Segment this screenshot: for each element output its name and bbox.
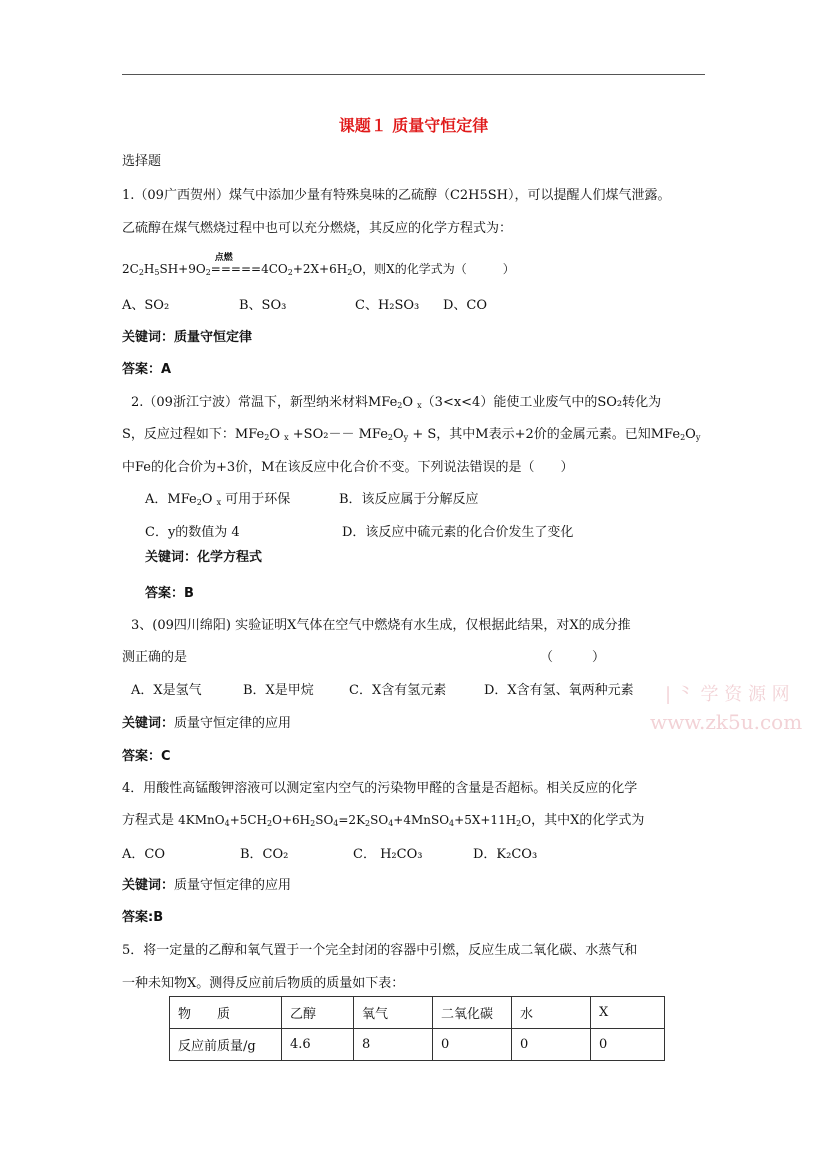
q4-answer: 答案:B — [122, 910, 164, 925]
table-header-cell: 二氧化碳 — [433, 997, 512, 1029]
table-header-cell: 氧气 — [354, 997, 433, 1029]
q1-eq-tail: ，则X的化学式为（ ） — [362, 262, 515, 276]
q3-option-c: C．X含有氢元素 — [349, 683, 447, 698]
q3-keyword: 关键词：质量守恒定律的应用 — [122, 716, 292, 731]
table-header-cell: 水 — [512, 997, 591, 1029]
q1-equation: $2C_2H_5SH+9O_2$ 点燃 $=====4CO_2+2X+6H_2O$，则X的化学式为（ ） — [122, 260, 515, 277]
table-cell: 0 — [591, 1029, 665, 1061]
q4-option-a: A．CO — [122, 847, 165, 862]
q1-line-2: 乙硫醇在煤气燃烧过程中也可以充分燃烧，其反应的化学方程式为： — [122, 221, 513, 236]
header-rule — [122, 74, 705, 75]
q2-line-3: 中Fe的化合价为+3价，M在该反应中化合价不变。下列说法错误的是（ ） — [122, 460, 574, 475]
table-cell: 0 — [512, 1029, 591, 1061]
section-heading: 选择题 — [122, 154, 162, 169]
q2-option-c: C．y的数值为 4 — [145, 525, 240, 540]
q2-line-1: 2.（09浙江宁波）常温下，新型纳米材料MFe$_2$O $_x$（3<x<4）能使工业废气中的SO₂转化为 — [131, 395, 662, 410]
q4-keyword: 关键词：质量守恒定律的应用 — [122, 878, 292, 893]
table-cell: 反应前质量/g — [170, 1029, 282, 1061]
q3-line-2: 测正确的是 — [122, 650, 188, 665]
q5-line-2: 一种未知物X。测得反应前后物质的质量如下表： — [122, 976, 405, 991]
q3-option-a: A．X是氢气 — [131, 683, 202, 698]
q1-option-b: B、SO₃ — [239, 298, 287, 313]
q1-option-c: C、H₂SO₃ — [355, 298, 420, 313]
reaction-arrow: 点燃 ===== — [211, 262, 261, 276]
q2-option-b: B．该反应属于分解反应 — [339, 492, 479, 507]
q5-line-1: 5．将一定量的乙醇和氧气置于一个完全封闭的容器中引燃，反应生成二氧化碳、水蒸气和 — [122, 943, 638, 958]
q2-keyword: 关键词：化学方程式 — [145, 550, 263, 565]
q2-answer: 答案：B — [145, 586, 194, 601]
watermark-url: www.zk5u.com — [650, 710, 803, 734]
page-title: 课题１ 质量守恒定律 — [338, 116, 489, 135]
q4-line-2: 方程式是 $4KMnO_4+5CH_2O+6H_2SO_4=2K_2SO_4+4MnSO_4+5X+11H_2O$，其中X的化学式为 — [122, 813, 645, 828]
q4-option-c: C． H₂CO₃ — [353, 847, 423, 862]
q4-equation: $4KMnO_4+5CH_2O+6H_2SO_4=2K_2SO_4+4MnSO_4+5X+11H_2O$ — [178, 813, 532, 828]
q2-option-a: A．MFe$_2$O $_x$ 可用于环保 — [145, 492, 291, 507]
q1-keyword: 关键词：质量守恒定律 — [122, 330, 253, 345]
q4-option-d: D．K₂CO₃ — [473, 847, 538, 862]
table-header-row — [170, 997, 665, 1029]
q2-option-d: D．该反应中硫元素的化合价发生了变化 — [342, 525, 574, 540]
q4-line-1: 4．用酸性高锰酸钾溶液可以测定室内空气的污染物甲醛的含量是否超标。相关反应的化学 — [122, 781, 638, 796]
q1-option-a: A、SO₂ — [122, 298, 170, 313]
mass-table — [169, 996, 665, 1061]
q1-option-d: D、CO — [443, 298, 488, 313]
table-cell: 4.6 — [282, 1029, 354, 1061]
q3-option-d: D．X含有氢、氧两种元素 — [484, 683, 634, 698]
table-header-cell: X — [591, 997, 665, 1029]
q3-answer: 答案：C — [122, 749, 171, 764]
eq-condition: 点燃 — [214, 253, 233, 263]
q3-line-1: 3、(09四川绵阳) 实验证明X气体在空气中燃烧有水生成，仅根据此结果，对X的成分推 — [131, 618, 631, 633]
q3-answer-paren: （ ） — [540, 650, 606, 665]
watermark-logo: | ⺀ 学 资 源 网 — [665, 684, 790, 705]
q1-line-1: 1.（09广西贺州）煤气中添加少量有特殊臭味的乙硫醇（C2H5SH），可以提醒人们煤气泄露。 — [122, 188, 671, 203]
q1-answer: 答案：A — [122, 362, 172, 377]
q3-option-b: B．X是甲烷 — [243, 683, 314, 698]
table-header-cell: 乙醇 — [282, 997, 354, 1029]
table-cell: 8 — [354, 1029, 433, 1061]
table-header-cell: 物 质 — [170, 997, 282, 1029]
q4-option-b: B．CO₂ — [240, 847, 289, 862]
q2-line-2: S，反应过程如下：MFe$_2$O $_x +SO_2-- MFe_2O_y + S$，其中M表示+2价的金属元素。已知$MFe_2O_y$ — [122, 427, 701, 442]
table-row — [170, 1029, 665, 1061]
table-cell: 0 — [433, 1029, 512, 1061]
